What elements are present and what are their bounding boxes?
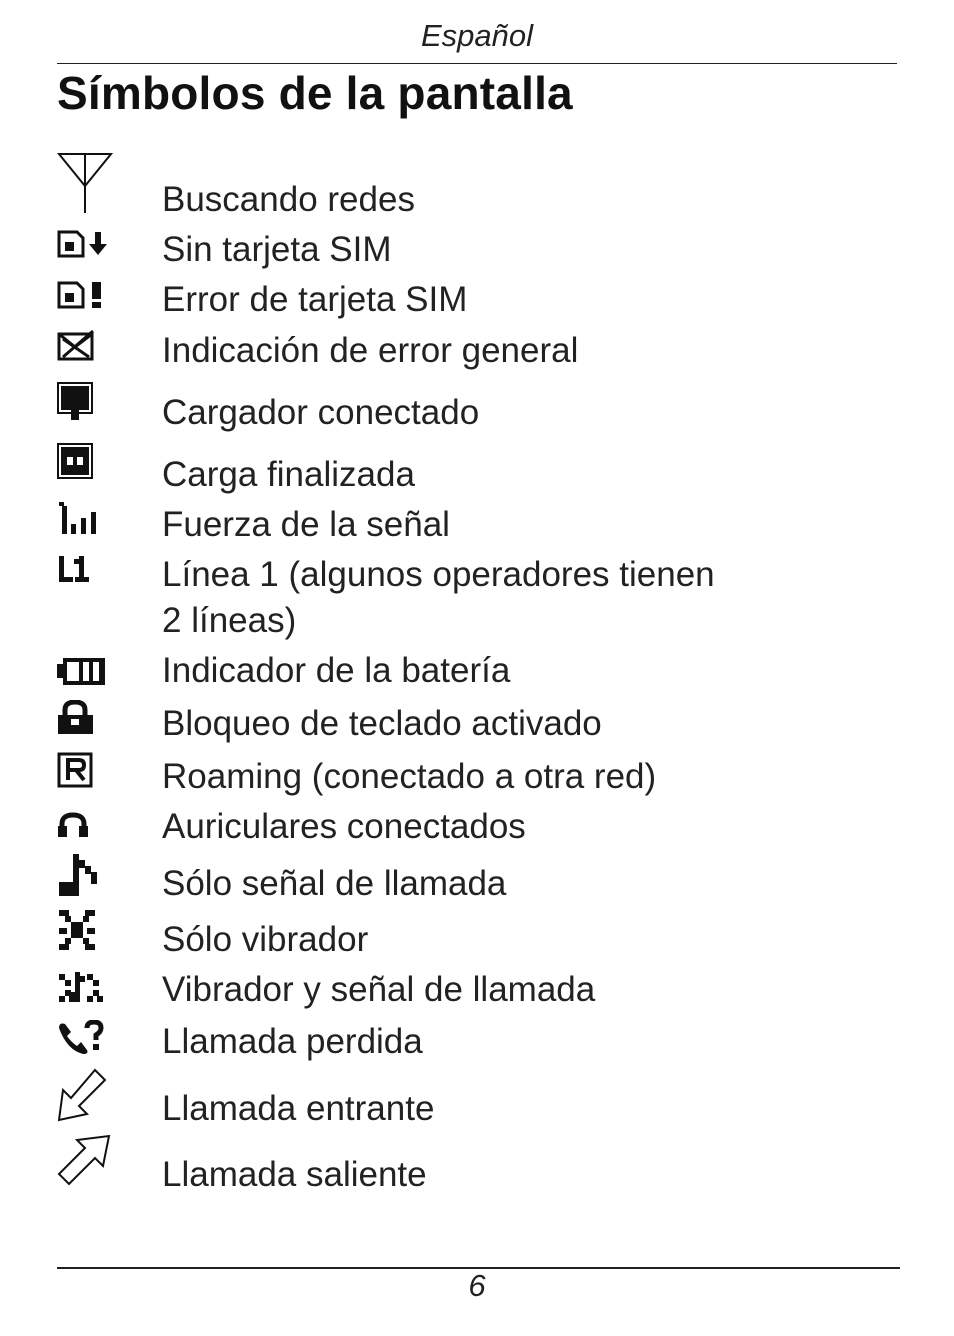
symbol-label-line-1: Línea 1 (algunos operadores tienen xyxy=(162,555,715,594)
missed-call-icon xyxy=(57,1020,105,1056)
charge-complete-icon xyxy=(57,443,97,481)
sim-error-icon xyxy=(57,281,111,309)
header-language: Español xyxy=(420,18,534,53)
symbol-label-ring-only: Sólo señal de llamada xyxy=(162,864,507,903)
symbol-label-incoming-call: Llamada entrante xyxy=(162,1089,435,1128)
no-sim-icon xyxy=(57,230,111,258)
incoming-call-icon xyxy=(57,1068,107,1124)
headset-icon xyxy=(57,812,91,840)
roaming-icon xyxy=(57,752,95,788)
vibrate-and-ring-icon xyxy=(57,970,105,1006)
symbol-label-signal: Fuerza de la señal xyxy=(162,505,450,544)
ring-only-icon xyxy=(57,852,101,900)
page-title: Símbolos de la pantalla xyxy=(57,67,573,119)
symbol-label-general-error: Indicación de error general xyxy=(162,331,579,370)
keylock-icon xyxy=(57,700,97,736)
symbol-label-vibrate-and-ring: Vibrador y señal de llamada xyxy=(162,970,596,1009)
symbol-label-keylock: Bloqueo de teclado activado xyxy=(162,704,602,743)
signal-strength-icon xyxy=(57,500,103,536)
symbol-label-missed-call: Llamada perdida xyxy=(162,1022,423,1061)
charger-icon xyxy=(57,382,97,422)
symbol-label-headset: Auriculares conectados xyxy=(162,807,526,846)
symbol-label-line-1-continued: 2 líneas) xyxy=(162,601,297,640)
symbol-label-battery: Indicador de la batería xyxy=(162,651,511,690)
vibrate-only-icon xyxy=(57,908,101,954)
symbol-label-vibrate-only: Sólo vibrador xyxy=(162,920,369,959)
symbol-label-charger: Cargador conectado xyxy=(162,393,480,432)
symbol-label-roaming: Roaming (conectado a otra red) xyxy=(162,757,657,796)
symbol-label-outgoing-call: Llamada saliente xyxy=(162,1155,427,1194)
symbol-label-searching: Buscando redes xyxy=(162,180,415,219)
line-1-icon xyxy=(57,554,93,586)
outgoing-call-icon xyxy=(57,1134,111,1188)
symbol-label-no-sim: Sin tarjeta SIM xyxy=(162,230,392,269)
header-divider xyxy=(57,63,897,64)
antenna-icon xyxy=(57,152,113,214)
battery-icon xyxy=(57,656,107,688)
symbol-label-charge-complete: Carga finalizada xyxy=(162,455,415,494)
general-error-icon xyxy=(57,329,97,361)
page-number: 6 xyxy=(468,1268,486,1303)
symbol-label-sim-error: Error de tarjeta SIM xyxy=(162,280,468,319)
